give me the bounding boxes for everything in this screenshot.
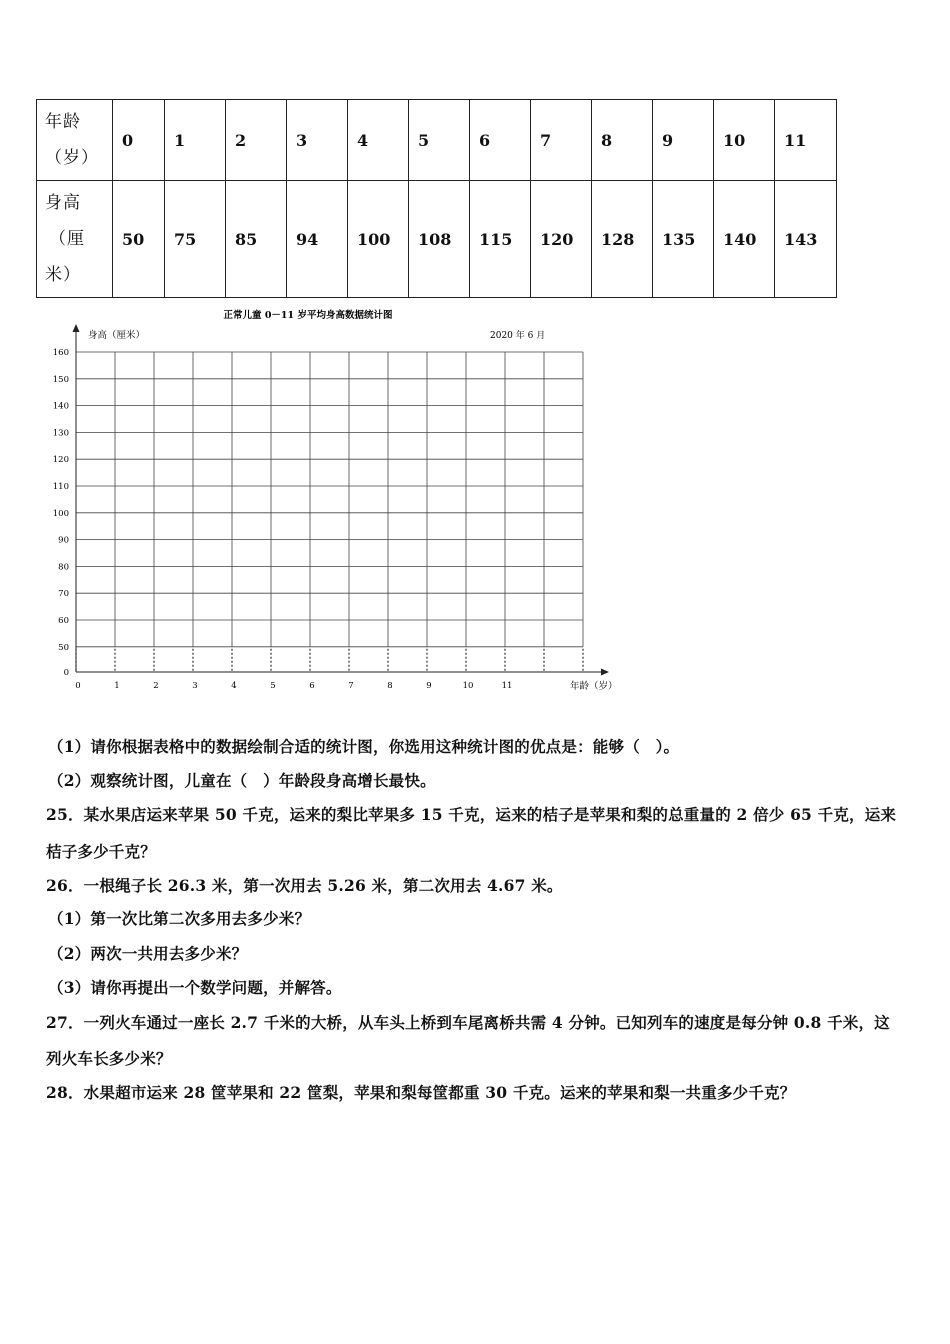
age-row — [37, 100, 837, 181]
y-tick-label: 90 — [58, 535, 69, 546]
x-tick-label: 10 — [462, 681, 474, 691]
y-tick-label: 150 — [52, 374, 69, 385]
age-cell: 7 — [531, 100, 592, 181]
age-cell: 2 — [226, 100, 287, 181]
chart-title: 正常儿童 0－11 岁平均身高数据统计图 — [223, 310, 393, 321]
y-tick-label: 50 — [58, 642, 69, 653]
x-axis-label: 年龄（岁） — [570, 681, 618, 692]
age-header-label: 年龄 — [45, 112, 81, 132]
height-cell: 128 — [592, 181, 653, 298]
question-25-line-1: 25．某水果店运来苹果 50 千克，运来的梨比苹果多 15 千克，运来的桔子是苹果和梨的总重量的 2 倍少 65 千克，运来 — [46, 805, 897, 824]
height-cell: 100 — [348, 181, 409, 298]
y-tick-label: 120 — [52, 455, 69, 466]
x-tick-label: 7 — [348, 681, 354, 691]
height-cell: 120 — [531, 181, 592, 298]
age-header-unit: （岁） — [45, 148, 99, 168]
height-line-chart — [40, 302, 630, 694]
x-tick-label: 0 — [75, 681, 81, 691]
question-1: （1）请你根据表格中的数据绘制合适的统计图，你选用这种统计图的优点是：能够（ ）。 — [48, 737, 680, 756]
y-axis-label: 身高（厘米） — [88, 330, 146, 341]
age-cell: 6 — [470, 100, 531, 181]
x-axis-arrow — [601, 669, 609, 676]
height-cell: 135 — [653, 181, 714, 298]
question-26-3: （3）请你再提出一个数学问题，并解答。 — [48, 978, 342, 997]
chart-date: 2020 年 6 月 — [490, 331, 546, 341]
y-tick-label: 0 — [63, 668, 69, 678]
question-25-line-2: 桔子多少千克？ — [46, 842, 156, 861]
height-header-unit-1: （厘 — [49, 229, 85, 249]
y-tick-label: 140 — [52, 401, 69, 412]
x-tick-label: 8 — [387, 681, 393, 691]
question-26-1: （1）第一次比第二次多用去多少米？ — [48, 909, 311, 928]
age-height-table — [36, 99, 837, 298]
height-cell: 50 — [113, 181, 165, 298]
y-axis-arrow — [73, 324, 80, 332]
x-tick-label: 6 — [309, 681, 315, 691]
x-tick-label: 3 — [192, 681, 198, 691]
height-cell: 94 — [287, 181, 348, 298]
height-cell: 115 — [470, 181, 531, 298]
height-cell: 140 — [714, 181, 775, 298]
question-2: （2）观察统计图，儿童在（ ）年龄段身高增长最快。 — [48, 771, 436, 790]
question-27-line-2: 列火车长多少米？ — [46, 1049, 172, 1068]
y-tick-label: 130 — [52, 428, 69, 439]
question-28: 28．水果超市运来 28 筐苹果和 22 筐梨，苹果和梨每筐都重 30 千克。运来的苹果和梨一共重多少千克？ — [46, 1083, 796, 1102]
question-26-2: （2）两次一共用去多少米？ — [48, 944, 248, 963]
y-tick-label: 60 — [58, 616, 69, 626]
y-tick-label: 80 — [58, 562, 69, 573]
y-tick-label: 110 — [52, 482, 69, 492]
age-cell: 11 — [775, 100, 837, 181]
x-tick-label: 2 — [153, 681, 159, 691]
age-cell: 5 — [409, 100, 470, 181]
age-cell: 9 — [653, 100, 714, 181]
y-tick-label: 70 — [58, 589, 69, 600]
height-cell: 108 — [409, 181, 470, 298]
height-row — [37, 181, 837, 298]
y-tick-label: 160 — [52, 348, 69, 358]
height-header-label: 身高 — [45, 193, 81, 213]
height-cell: 75 — [165, 181, 226, 298]
age-cell: 0 — [113, 100, 165, 181]
age-cell: 8 — [592, 100, 653, 181]
x-tick-label: 9 — [426, 681, 432, 691]
age-cell: 4 — [348, 100, 409, 181]
age-cell: 3 — [287, 100, 348, 181]
x-tick-label: 5 — [270, 681, 276, 691]
height-cell: 143 — [775, 181, 837, 298]
height-cell: 85 — [226, 181, 287, 298]
x-tick-label: 4 — [231, 681, 237, 691]
x-tick-label: 1 — [114, 681, 120, 691]
question-26: 26．一根绳子长 26.3 米，第一次用去 5.26 米，第二次用去 4.67 米。 — [46, 876, 563, 895]
x-tick-label: 11 — [501, 681, 513, 691]
height-header-unit-2: 米） — [45, 265, 81, 285]
age-header-cell — [37, 100, 113, 181]
age-cell: 10 — [714, 100, 775, 181]
question-27-line-1: 27．一列火车通过一座长 2.7 千米的大桥，从车头上桥到车尾离桥共需 4 分钟。已知列车的速度是每分钟 0.8 千米，这 — [46, 1013, 890, 1032]
age-cell: 1 — [165, 100, 226, 181]
y-tick-label: 100 — [52, 508, 69, 519]
height-header-cell — [37, 181, 113, 298]
